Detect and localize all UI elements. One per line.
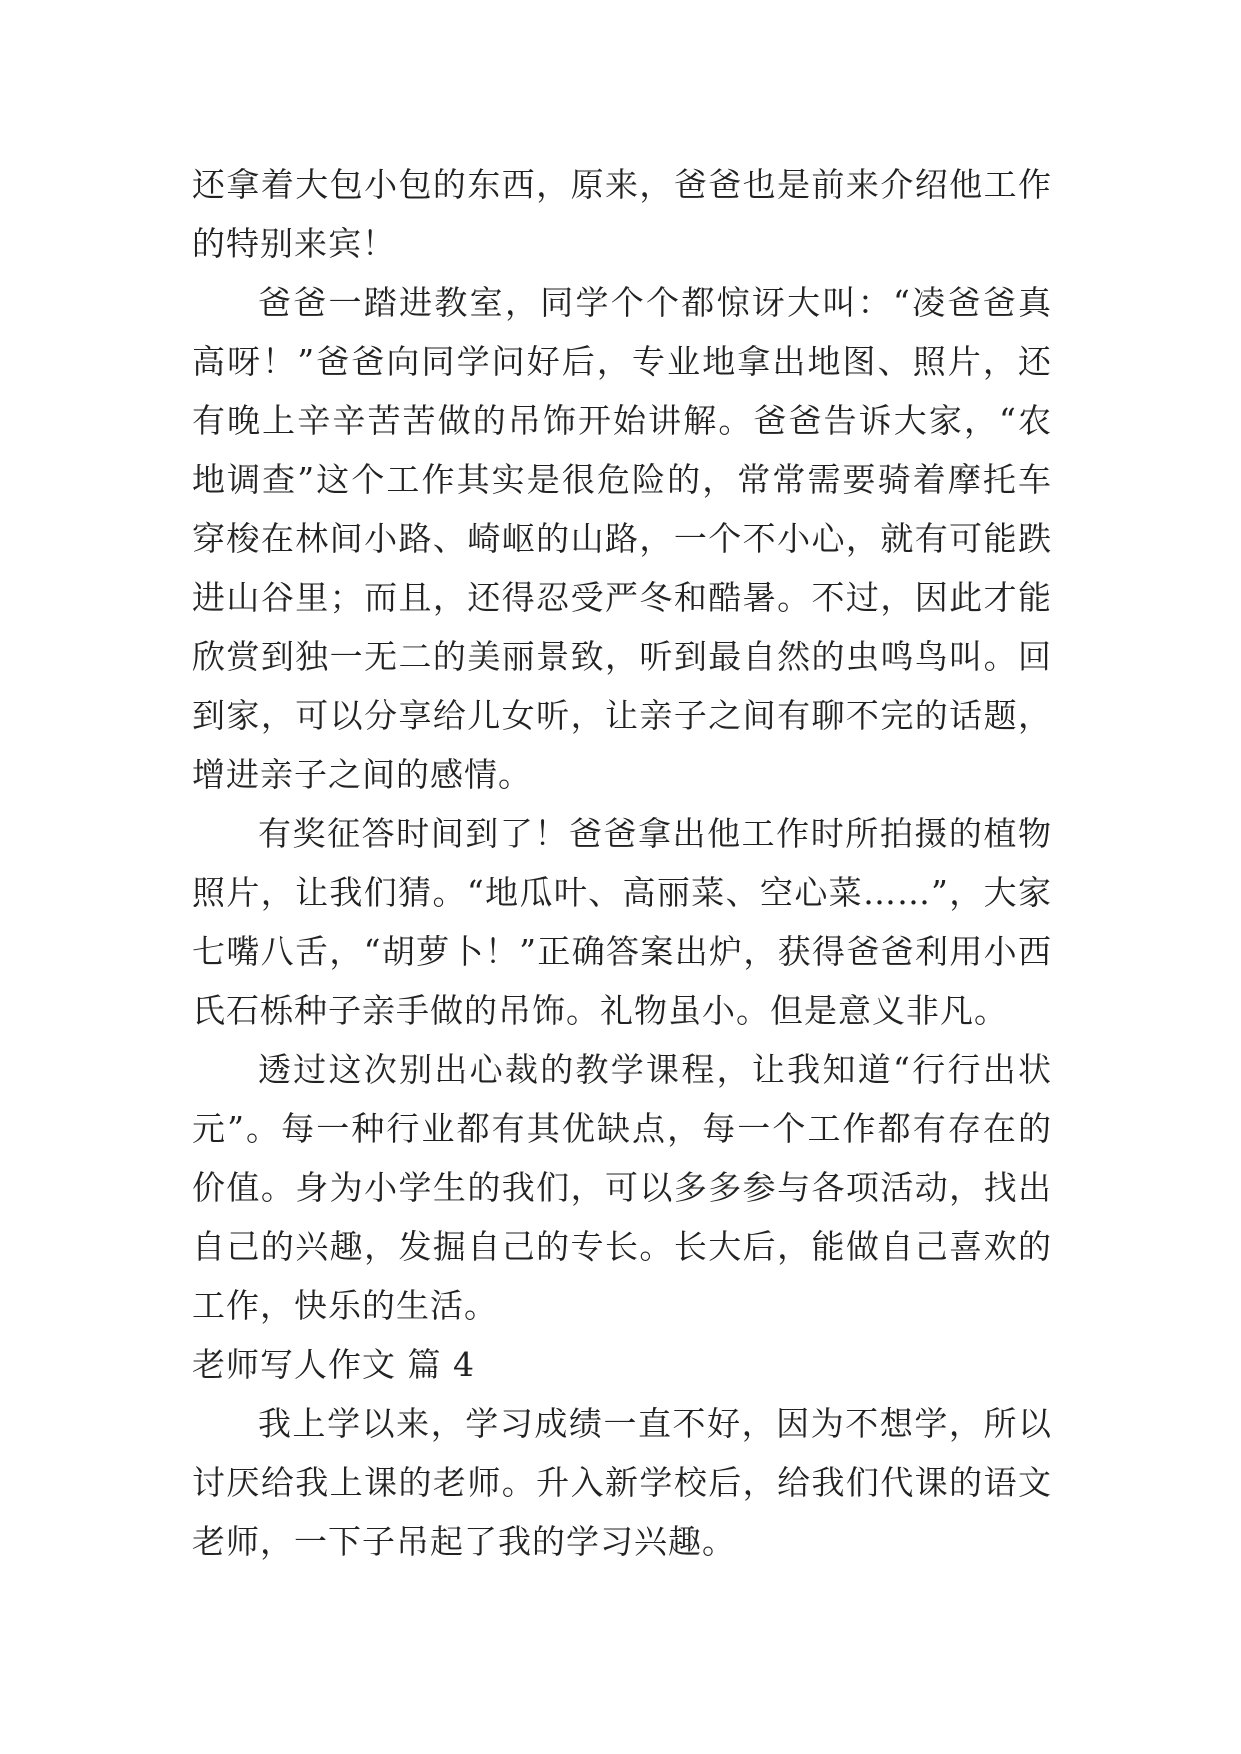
paragraph-continuation: 还拿着大包小包的东西，原来，爸爸也是前来介绍他工作的特别来宾！ [192,165,1052,263]
paragraph: 爸爸一踏进教室，同学个个都惊讶大叫：“凌爸爸真高呀！”爸爸向同学问好后，专业地拿出地图、照片，还有晚上辛辛苦苦做的吊饰开始讲解。爸爸告诉大家，“农地调查”这个工作其实是很危险的，常常需要骑着摩托车穿梭在林间小路、崎岖的山路，一个不小心，就有可能跌进山谷里；而且，还得忍受严冬和酷暑。不过，因此才能欣赏到独一无二的美丽景致，听到最自然的虫鸣鸟叫。回到家，可以分享给儿女听，让亲子之间有聊不完的话题，增进亲子之间的感情。 [192,283,1052,794]
section-heading: 老师写人作文 篇 4 [192,1345,475,1384]
paragraph: 透过这次别出心裁的教学课程，让我知道“行行出状元”。每一种行业都有其优缺点，每一个工作都有存在的价值。身为小学生的我们，可以多多参与各项活动，找出自己的兴趣，发掘自己的专长。长大后，能做自己喜欢的工作，快乐的生活。 [192,1050,1052,1325]
paragraph: 我上学以来，学习成绩一直不好，因为不想学，所以讨厌给我上课的老师。升入新学校后，给我们代课的语文老师，一下子吊起了我的学习兴趣。 [192,1404,1052,1561]
paragraph: 有奖征答时间到了！爸爸拿出他工作时所拍摄的植物照片，让我们猜。“地瓜叶、高丽菜、空心菜……”，大家七嘴八舌，“胡萝卜！”正确答案出炉，获得爸爸利用小西氏石栎种子亲手做的吊饰。礼物虽小。但是意义非凡。 [192,814,1052,1030]
document-body [192,155,1052,1571]
